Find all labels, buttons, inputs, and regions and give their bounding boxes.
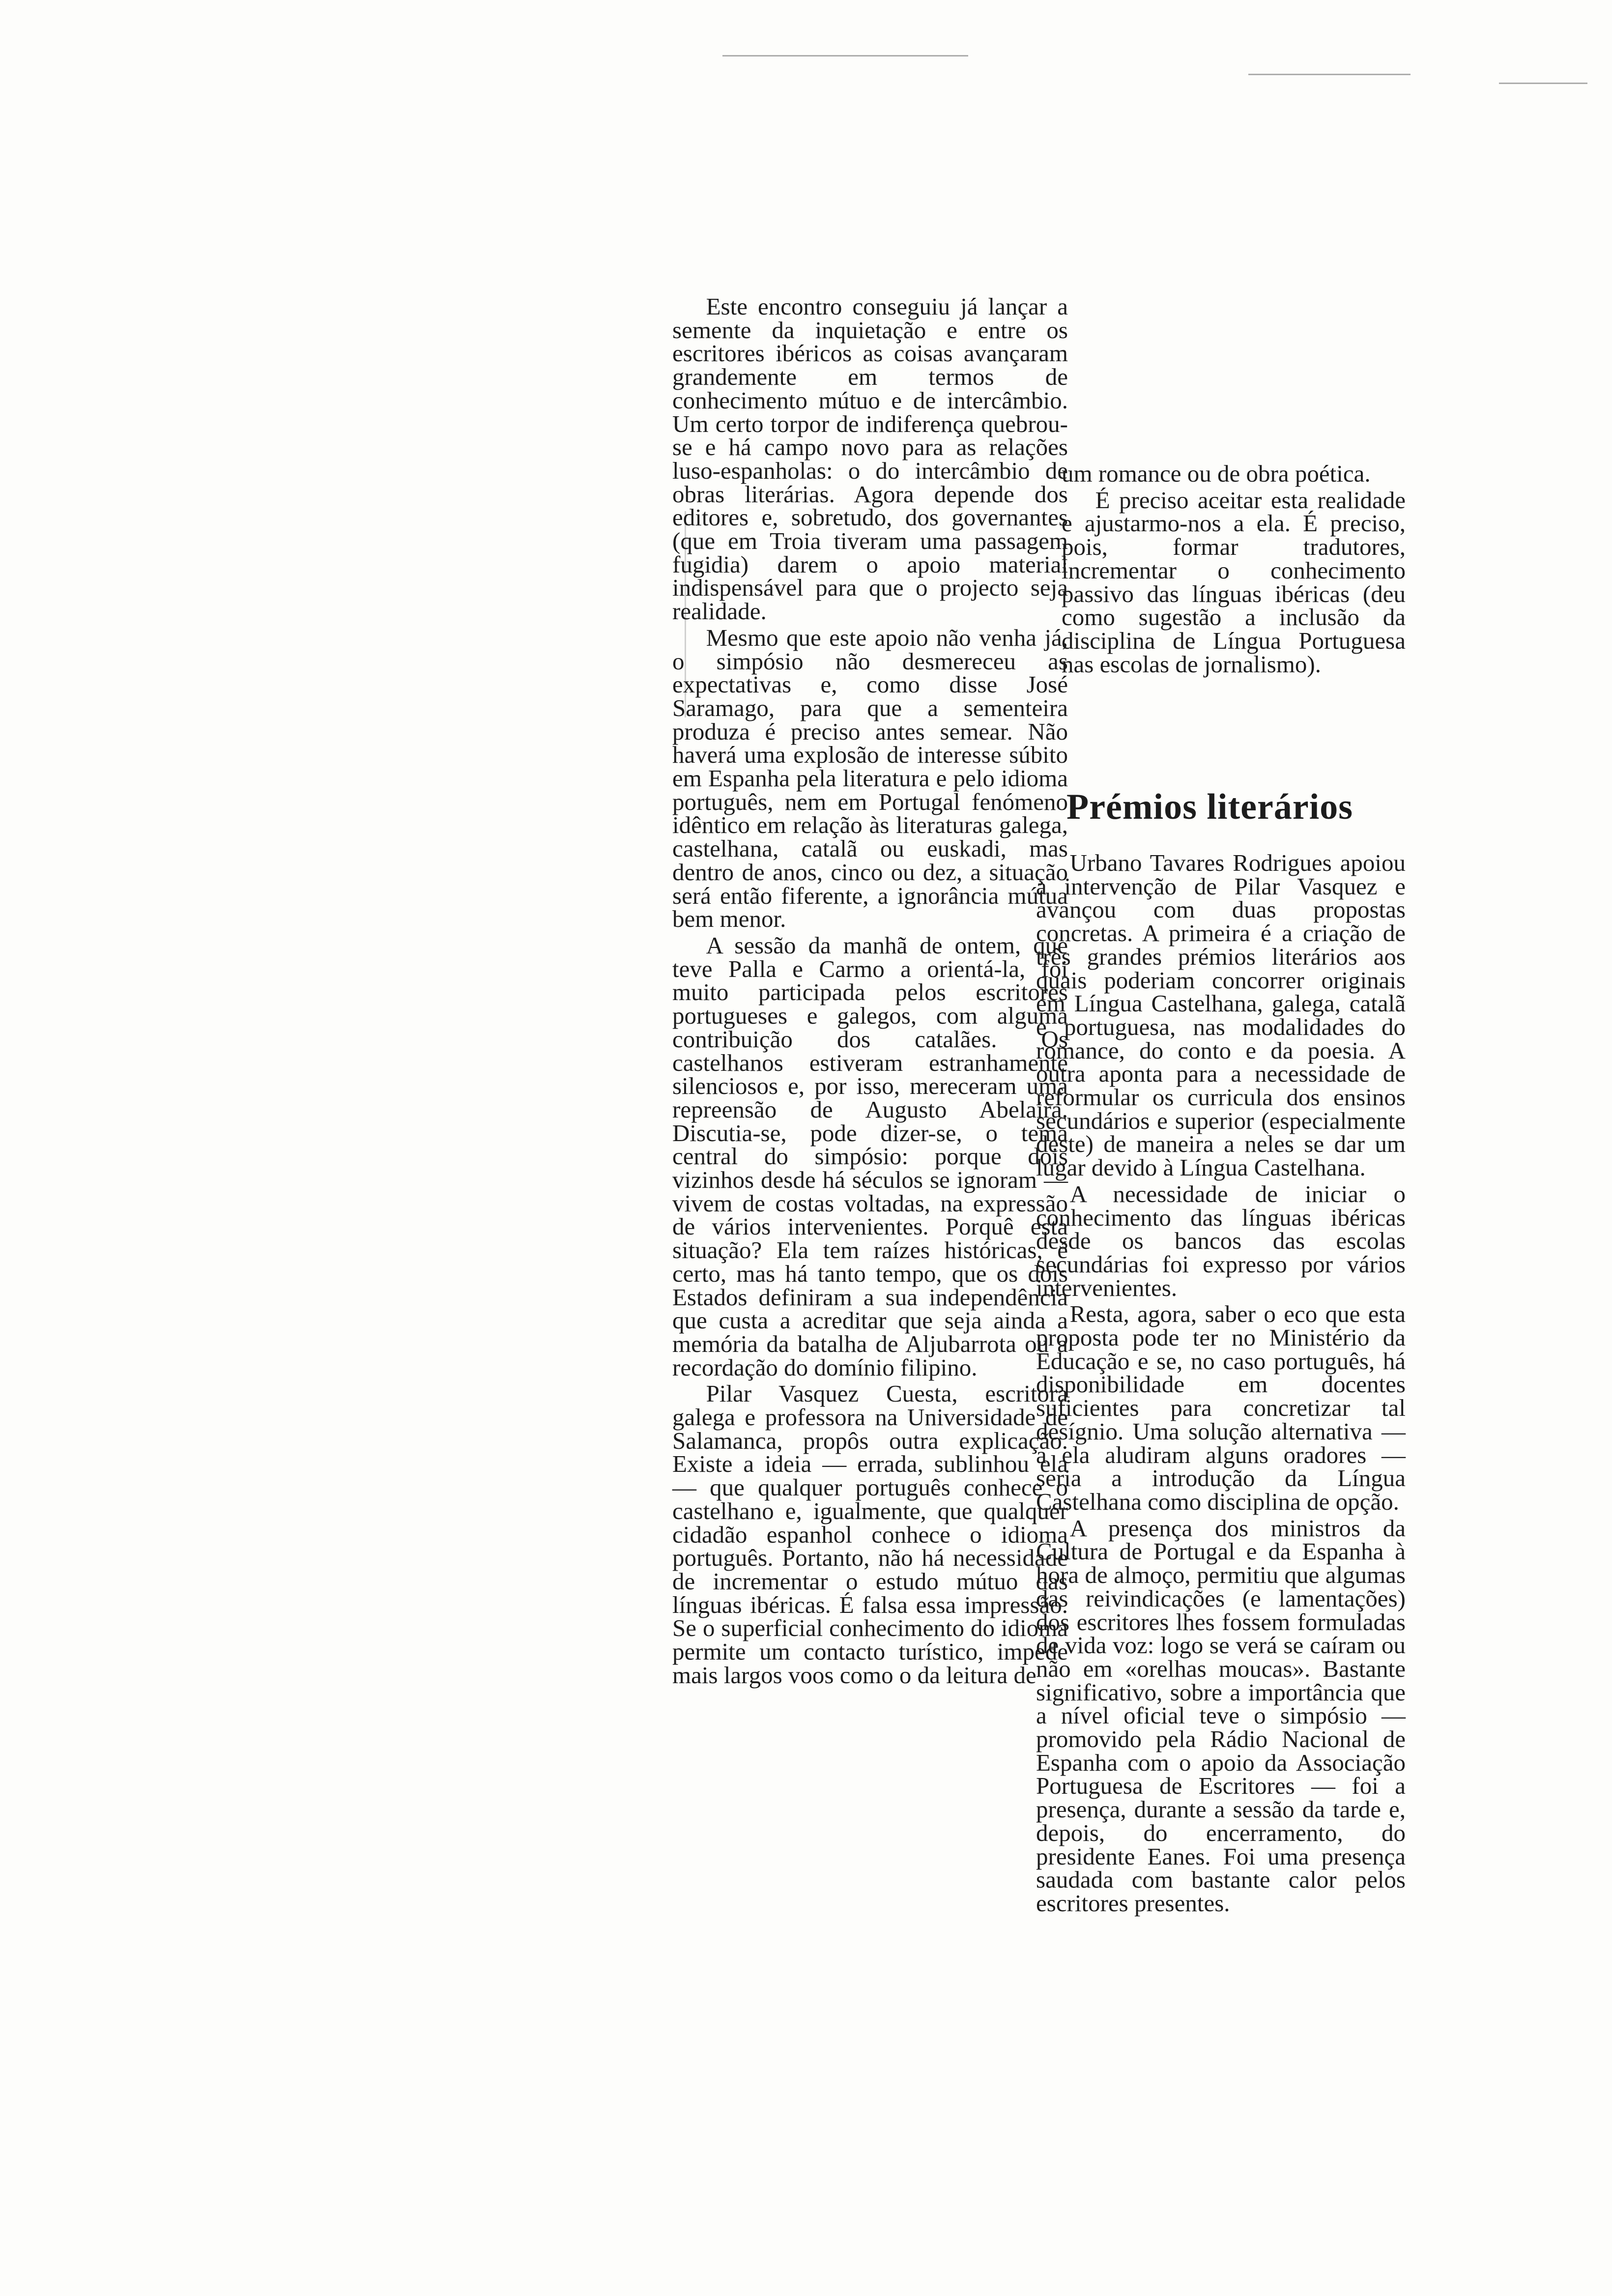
paragraph-continuation: um romance ou de obra poética. [1062, 460, 1371, 487]
article-column-right-top [1062, 462, 1406, 676]
scan-artifact-top-3 [1499, 83, 1587, 84]
article-column-left [672, 295, 1068, 1687]
scan-artifact-top-2 [1248, 74, 1410, 75]
paragraph-morning-session: A sessão da manhã de ontem, que teve Palla e Carmo a orientá-la, foi muito participada pelos escritores portugueses e galegos, com alguma contribuição dos catalães. Os castelhanos estiveram estranhamente silenciosos e, por isso, mereceram uma repreensão de Augusto Abelaira. Discutia-se, pode dizer-se, o tema central do simpósio: porque dois vizinhos desde há séculos se ignoram — vivem de costas voltadas, na expressão de vários intervenientes. Porquê esta situação? Ela tem raízes históricas, é certo, mas há tanto tempo, que os dois Estados definiram a sua independência que custa a acreditar que seja ainda a memória da batalha de Aljubarrota ou a recordação do domínio filipino. [672, 931, 1068, 1381]
paragraph-ministers-presence: A presença dos ministros da Cultura de Portugal e da Espanha à hora de almoço, permitiu que algumas das reivindicações (e lamentações) dos escritores lhes fossem formuladas de vida voz: logo se verá se caíram ou não em «orelhas moucas». Bastante significativo, sobre a importância que a nível oficial teve o simpósio — promovido pela Rádio Nacional de Espanha com o apoio da Associação Portuguesa de Escritores — foi a presença, durante a sessão da tarde e, depois, do encerramento, do presidente Eanes. Foi uma presença saudada com bastante calor pelos escritores presentes. [1036, 1514, 1406, 1917]
paragraph-intro: Este encontro conseguiu já lançar a semente da inquietação e entre os escritores ibéricos as coisas avançaram grandemente em termos de conhecimento mútuo e de intercâmbio. Um certo torpor de indiferença quebrou-se e há campo novo para as relações luso-espanholas: o do intercâmbio de obras literárias. Agora depende dos editores e, sobretudo, dos governantes (que em Troia tiveram uma passagem fugidia) darem o apoio material indispensável para que o projecto seja realidade. [672, 293, 1068, 625]
paragraph-accept-reality: É preciso aceitar esta realidade e ajustarmo-nos a ela. É preciso, pois, formar tradutores, incrementar o conhecimento passivo das línguas ibéricas (deu como sugestão a inclusão da disciplina de Língua Portuguesa nas escolas de jornalismo). [1062, 486, 1406, 678]
paragraph-necessity: A necessidade de iniciar o conhecimento das línguas ibéricas desde os bancos das escolas secundárias foi expresso por vários intervenientes. [1036, 1180, 1406, 1301]
paragraph-pilar-vasquez: Pilar Vasquez Cuesta, escritora galega e professora na Universidade de Salamanca, propôs outra explicação. Existe a ideia — errada, sublinhou ela — que qualquer português conhece o castelhano e, igualmente, que qualquer cidadão espanhol conhece o idioma português. Portanto, não há necessidade de incrementar o estudo mútuo das línguas ibéricas. É falsa essa impressão. Se o superficial conhecimento do idioma permite um contacto turístico, impede mais largos voos como o da leitura de [672, 1380, 1068, 1689]
paragraph-urbano-tavares: Urbano Tavares Rodrigues apoiou a intervenção de Pilar Vasquez e avançou com duas propostas concretas. A primeira é a criação de três grandes prémios literários aos quais poderiam concorrer originais em Língua Castelhana, galega, catalã e portuguesa, nas modalidades do romance, do conto e da poesia. A outra aponta para a necessidade de reformular os curricula dos ensinos secundários e superior (especialmente deste) de maneira a neles se dar um lugar devido à Língua Castelhana. [1036, 849, 1406, 1181]
section-heading: Prémios literários [1066, 787, 1353, 827]
scan-artifact-top-1 [722, 55, 968, 57]
paragraph-saramago: Mesmo que este apoio não venha já, o simpósio não desmereceu as expectativas e, como disse José Saramago, para que a sementeira produza é preciso antes semear. Não haverá uma explosão de interesse súbito em Espanha pela literatura e pelo idioma português, nem em Portugal fenómeno idêntico em relação às literaturas galega, castelhana, catalã ou euskadi, mas dentro de anos, cinco ou dez, a situação será então fiferente, a ignorância mútua bem menor. [672, 624, 1068, 933]
paragraph-ministry: Resta, agora, saber o eco que esta proposta pode ter no Ministério da Educação e se, no caso português, há disponibilidade em docentes suficientes para concretizar tal desígnio. Uma solução alternativa — a ela aludiram alguns oradores — seria a introdução da Língua Castelhana como disciplina de opção. [1036, 1300, 1406, 1515]
article-column-right-bottom [1036, 851, 1406, 1915]
